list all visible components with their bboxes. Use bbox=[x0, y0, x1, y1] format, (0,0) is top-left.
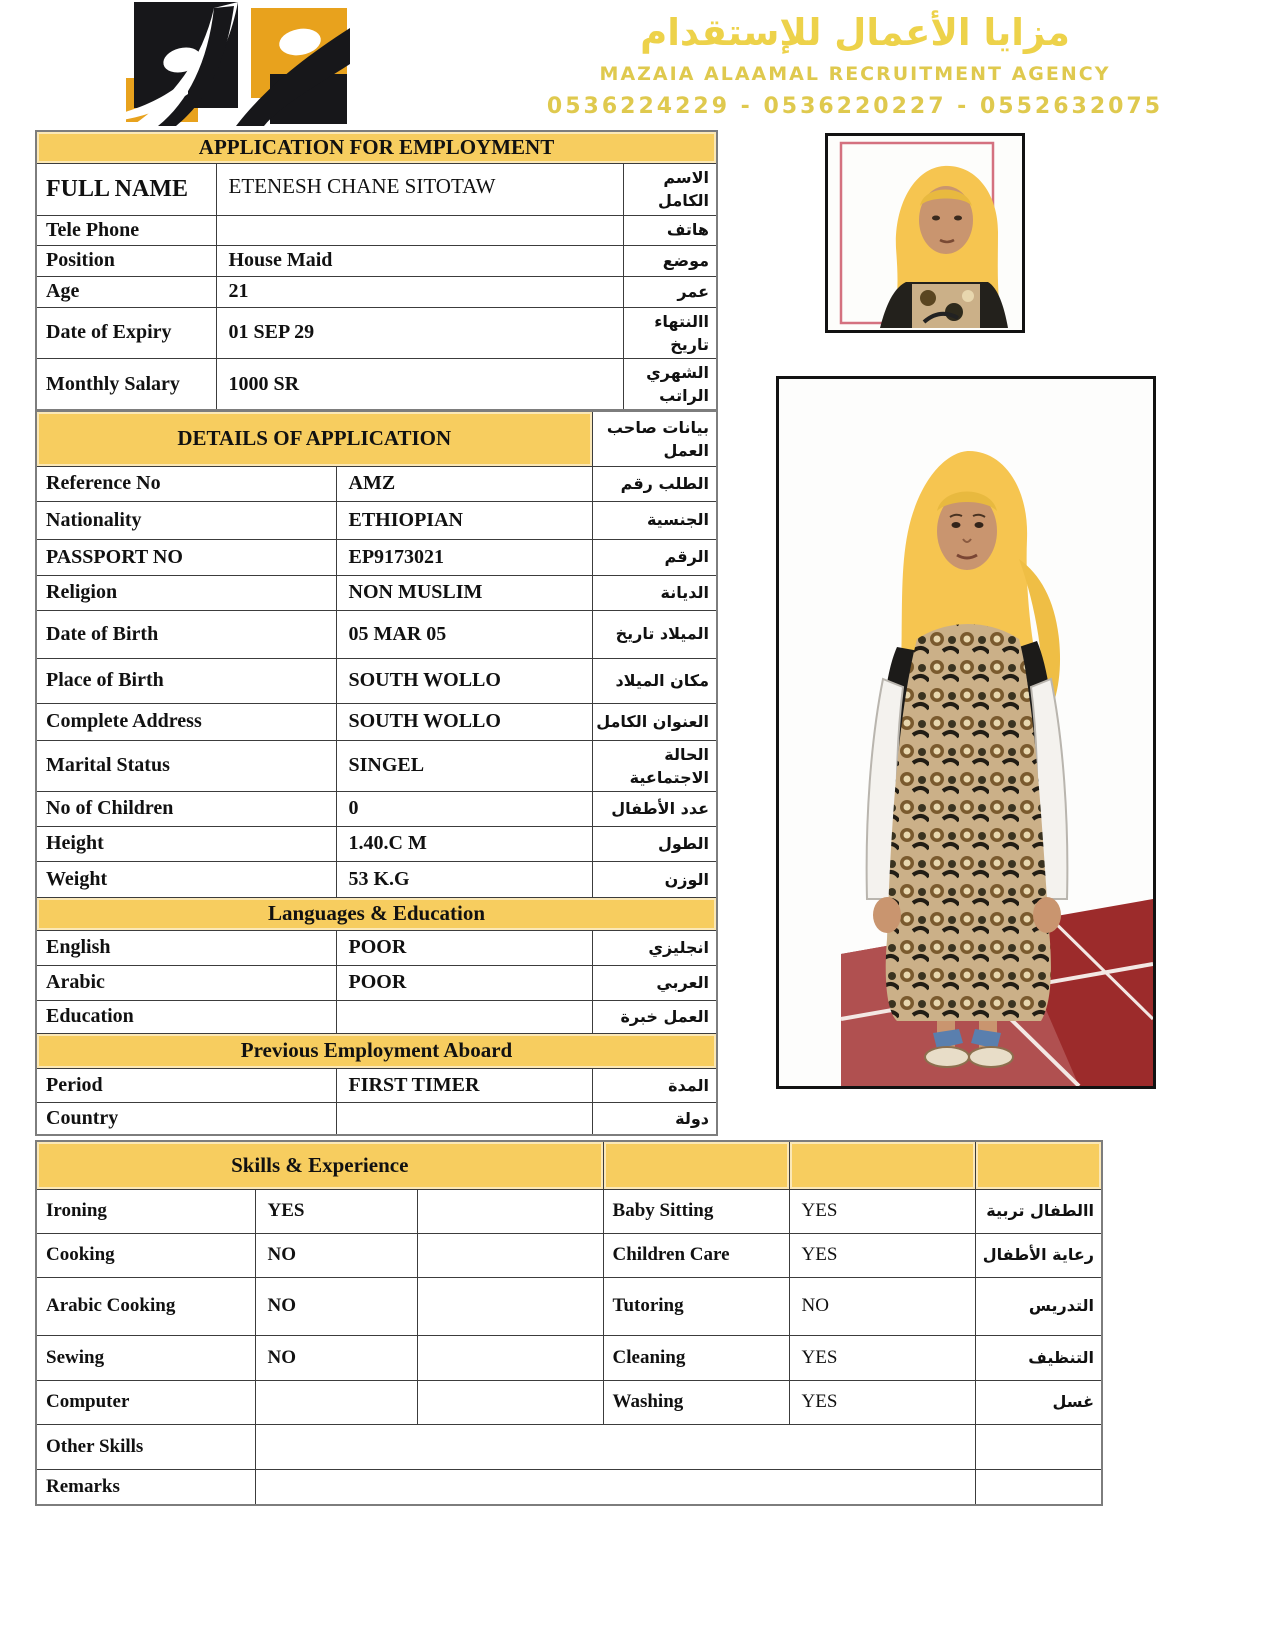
field-label-arabic: انجليزي bbox=[592, 930, 717, 965]
field-label: Complete Address bbox=[36, 703, 336, 740]
agency-logo bbox=[118, 2, 363, 126]
field-value: SOUTH WOLLO bbox=[336, 658, 592, 703]
skill-value: YES bbox=[255, 1189, 417, 1233]
field-value bbox=[336, 1000, 592, 1033]
field-label-arabic: االنتهاء تاريخ bbox=[623, 307, 717, 358]
field-value: 21 bbox=[216, 276, 623, 307]
field-label-arabic: المدة bbox=[592, 1068, 717, 1102]
field-label: Religion bbox=[36, 575, 336, 610]
skill-label: Computer bbox=[36, 1380, 255, 1424]
field-value: 53 K.G bbox=[336, 861, 592, 897]
table-row bbox=[36, 575, 717, 610]
skill-label: Cleaning bbox=[603, 1335, 789, 1380]
field-label-arabic: الطلب رقم bbox=[592, 466, 717, 501]
skill-label-arabic: رعاية الأطفال bbox=[975, 1233, 1102, 1277]
field-label: Date of Expiry bbox=[36, 307, 216, 358]
field-label-arabic: هاتف bbox=[623, 215, 717, 245]
skill-value: YES bbox=[789, 1380, 975, 1424]
field-label-arabic: الجنسية bbox=[592, 501, 717, 539]
table-row bbox=[36, 740, 717, 791]
skill-value: NO bbox=[789, 1277, 975, 1335]
field-value: 1000 SR bbox=[216, 358, 623, 410]
field-label: Marital Status bbox=[36, 740, 336, 791]
empty-cell bbox=[975, 1469, 1102, 1505]
skill-label: Arabic Cooking bbox=[36, 1277, 255, 1335]
skill-value: NO bbox=[255, 1233, 417, 1277]
field-label: Date of Birth bbox=[36, 610, 336, 658]
skill-value: NO bbox=[255, 1277, 417, 1335]
field-label: FULL NAME bbox=[36, 163, 216, 215]
field-value: ETENESH CHANE SITOTAW bbox=[216, 163, 623, 215]
table-row bbox=[36, 703, 717, 740]
skill-label: Ironing bbox=[36, 1189, 255, 1233]
field-label: Monthly Salary bbox=[36, 358, 216, 410]
employment-table bbox=[35, 130, 718, 411]
table-row bbox=[36, 826, 717, 861]
agency-name-arabic: مزايا الأعمال للإستقدام bbox=[640, 11, 1070, 54]
field-value: SINGEL bbox=[336, 740, 592, 791]
field-label-arabic: الميلاد تاريخ bbox=[592, 610, 717, 658]
field-label: Period bbox=[36, 1068, 336, 1102]
field-label-arabic: عدد الأطفال bbox=[592, 791, 717, 826]
skill-value: NO bbox=[255, 1335, 417, 1380]
field-value: NON MUSLIM bbox=[336, 575, 592, 610]
field-label: English bbox=[36, 930, 336, 965]
field-label-arabic: عمر bbox=[623, 276, 717, 307]
table-row bbox=[36, 1277, 1102, 1335]
skills-header-spacer bbox=[789, 1141, 975, 1189]
agency-header bbox=[530, 12, 1180, 119]
field-value: AMZ bbox=[336, 466, 592, 501]
table-row bbox=[36, 1335, 1102, 1380]
skill-label-arabic: االطفال تربية bbox=[975, 1189, 1102, 1233]
skill-value bbox=[255, 1380, 417, 1424]
field-value: 01 SEP 29 bbox=[216, 307, 623, 358]
previous-employment-section-title: Previous Employment Aboard bbox=[36, 1033, 717, 1068]
field-label: Nationality bbox=[36, 501, 336, 539]
table-row bbox=[36, 1424, 1102, 1469]
field-label: Country bbox=[36, 1102, 336, 1135]
skill-label: Cooking bbox=[36, 1233, 255, 1277]
passport-photo bbox=[825, 133, 1025, 333]
table-row bbox=[36, 1102, 717, 1135]
table-row bbox=[36, 163, 717, 215]
skill-value: YES bbox=[789, 1233, 975, 1277]
field-label-arabic: الاسم الكامل bbox=[623, 163, 717, 215]
details-table-title: DETAILS OF APPLICATION bbox=[36, 411, 592, 466]
table-row bbox=[36, 358, 717, 410]
field-label-arabic: الرقم bbox=[592, 539, 717, 575]
field-label: Tele Phone bbox=[36, 215, 216, 245]
table-row bbox=[36, 1469, 1102, 1505]
table-row bbox=[36, 658, 717, 703]
full-body-photo bbox=[776, 376, 1156, 1089]
section-header-row bbox=[36, 1033, 717, 1068]
skills-header-spacer bbox=[975, 1141, 1102, 1189]
passport-photo-image bbox=[828, 136, 1022, 330]
skill-label: Children Care bbox=[603, 1233, 789, 1277]
field-value: EP9173021 bbox=[336, 539, 592, 575]
table-row bbox=[36, 1380, 1102, 1424]
employment-table-title: APPLICATION FOR EMPLOYMENT bbox=[36, 131, 717, 163]
skills-table-title: Skills & Experience bbox=[36, 1141, 603, 1189]
skill-label-arabic: التدريس bbox=[975, 1277, 1102, 1335]
other-skills-value bbox=[255, 1424, 975, 1469]
table-row bbox=[36, 1233, 1102, 1277]
field-label: Arabic bbox=[36, 965, 336, 1000]
table-row bbox=[36, 861, 717, 897]
skill-label-arabic: التنظيف bbox=[975, 1335, 1102, 1380]
field-label-arabic: العنوان الكامل bbox=[592, 703, 717, 740]
field-label: Reference No bbox=[36, 466, 336, 501]
skill-value: YES bbox=[789, 1335, 975, 1380]
field-value: 0 bbox=[336, 791, 592, 826]
field-label: Weight bbox=[36, 861, 336, 897]
skill-label-arabic: غسل bbox=[975, 1380, 1102, 1424]
table-row bbox=[36, 965, 717, 1000]
skill-value: YES bbox=[789, 1189, 975, 1233]
agency-name-english: MAZAIA ALAAMAL RECRUITMENT AGENCY bbox=[599, 62, 1111, 85]
field-label: No of Children bbox=[36, 791, 336, 826]
skill-label: Tutoring bbox=[603, 1277, 789, 1335]
empty-cell bbox=[417, 1189, 603, 1233]
skill-label: Sewing bbox=[36, 1335, 255, 1380]
details-table-title-arabic: بيانات صاحب العمل bbox=[592, 411, 717, 466]
skill-label: Washing bbox=[603, 1380, 789, 1424]
table-row bbox=[36, 501, 717, 539]
field-label-arabic: موضع bbox=[623, 245, 717, 276]
remarks-value bbox=[255, 1469, 975, 1505]
other-skills-label: Other Skills bbox=[36, 1424, 255, 1469]
agency-logo-icon bbox=[118, 2, 363, 126]
field-label: Age bbox=[36, 276, 216, 307]
field-value: FIRST TIMER bbox=[336, 1068, 592, 1102]
table-row bbox=[36, 1068, 717, 1102]
table-row bbox=[36, 276, 717, 307]
table-row bbox=[36, 1000, 717, 1033]
table-row bbox=[36, 307, 717, 358]
skill-label: Baby Sitting bbox=[603, 1189, 789, 1233]
empty-cell bbox=[417, 1277, 603, 1335]
field-label-arabic: الوزن bbox=[592, 861, 717, 897]
details-table bbox=[35, 410, 718, 1136]
field-label-arabic: الديانة bbox=[592, 575, 717, 610]
field-value bbox=[336, 1102, 592, 1135]
field-label-arabic: مكان الميلاد bbox=[592, 658, 717, 703]
table-header-row bbox=[36, 411, 717, 466]
field-value: SOUTH WOLLO bbox=[336, 703, 592, 740]
table-row bbox=[36, 466, 717, 501]
table-row bbox=[36, 610, 717, 658]
table-row bbox=[36, 245, 717, 276]
field-label: Education bbox=[36, 1000, 336, 1033]
field-value bbox=[216, 215, 623, 245]
empty-cell bbox=[975, 1424, 1102, 1469]
table-row bbox=[36, 1189, 1102, 1233]
field-label-arabic: الطول bbox=[592, 826, 717, 861]
field-label: PASSPORT NO bbox=[36, 539, 336, 575]
skills-table bbox=[35, 1140, 1103, 1506]
languages-section-title: Languages & Education bbox=[36, 897, 717, 930]
field-value: 1.40.C M bbox=[336, 826, 592, 861]
table-row bbox=[36, 791, 717, 826]
table-header-row bbox=[36, 1141, 1102, 1189]
agency-phone-numbers: 0536224229 - 0536220227 - 0552632075 bbox=[546, 93, 1164, 119]
field-label-arabic: الحالة الاجتماعية bbox=[592, 740, 717, 791]
empty-cell bbox=[417, 1335, 603, 1380]
field-label-arabic: العمل خبرة bbox=[592, 1000, 717, 1033]
field-label-arabic: العربي bbox=[592, 965, 717, 1000]
empty-cell bbox=[417, 1233, 603, 1277]
field-value: POOR bbox=[336, 930, 592, 965]
table-row bbox=[36, 215, 717, 245]
field-label: Position bbox=[36, 245, 216, 276]
field-value: House Maid bbox=[216, 245, 623, 276]
full-body-photo-image bbox=[779, 379, 1153, 1086]
field-value: ETHIOPIAN bbox=[336, 501, 592, 539]
table-row bbox=[36, 539, 717, 575]
skills-header-spacer bbox=[603, 1141, 789, 1189]
field-label: Height bbox=[36, 826, 336, 861]
field-label-arabic: الشهري الراتب bbox=[623, 358, 717, 410]
field-label: Place of Birth bbox=[36, 658, 336, 703]
field-value: 05 MAR 05 bbox=[336, 610, 592, 658]
field-label-arabic: دولة bbox=[592, 1102, 717, 1135]
remarks-label: Remarks bbox=[36, 1469, 255, 1505]
table-row bbox=[36, 930, 717, 965]
table-header-row bbox=[36, 131, 717, 163]
empty-cell bbox=[417, 1380, 603, 1424]
field-value: POOR bbox=[336, 965, 592, 1000]
section-header-row bbox=[36, 897, 717, 930]
